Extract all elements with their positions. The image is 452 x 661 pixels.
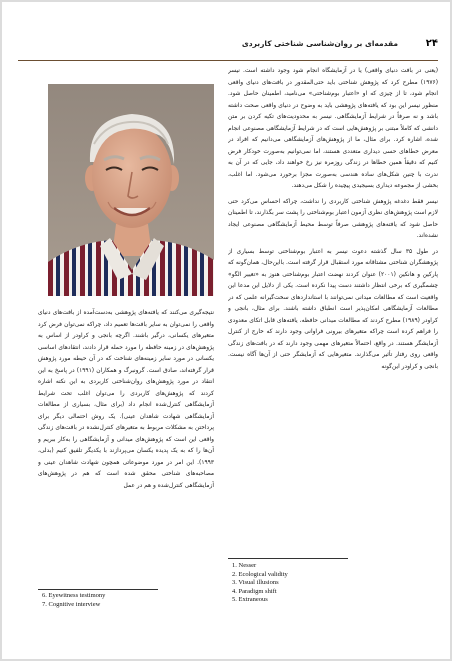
paragraph: در طول ۳۵ سال گذشته دعوت نیسر به اعتبار بوم‌شناختی توسط بسیاری از پژوهشگران شناختی مشتاقانه مورد استقبال قرار گرفته است. بااین‌حال، همان‌گونه که پارکین و هانکین (۲۰۰۱) عنوان کردند نهضت اعتبار بوم‌شناختی هنوز به «تغییر الگو» چشمگیری که برخی انتظار داشتند دست پیدا نکرده است. یکی از دلایل این مدعا این واقعیت است که مطالعات میدانی نمی‌توانند با استانداردهای سخت‌گیرانه علمی که در مطالعات آزمایشگاهی امکان‌پذیر است انطباق داشته باشند. برای مثال، بانجی و کراودر (۱۹۸۹) مطرح کردند که مطالعات میدانی حافظه، یافته‌های قابل اتکای معدودی را فراهم کرده است چراکه متغیرهای بیرونی فراوانی وجود دارند که خارج از کنترل آزمایشگر هستند. در واقع، احتمالاً متغیرهای مهمی وجود دارند که در بافت‌های زندگی واقعی روی رفتار تأثیر می‌گذارند. متغیرهایی که آزمایشگر حتی از آن‌ها آگاه نیست. بانجی و کراودر این‌گونه (228, 248, 438, 370)
paragraph: نتیجه‌گیری می‌کنند که یافته‌های پژوهشی به‌دست‌آمده از بافت‌های دنیای واقعی را نمی‌توان به سایر بافت‌ها تعمیم داد، چراکه نمی‌توان فرض کرد متغیرهای یکسانی، درگیر باشند. اگرچه بانجی و کراودر از اساس به پژوهش‌های در زمینه حافظه را مورد حمله قرار دادند، انتقادهای اساسی یکسانی در مورد سایر زمینه‌های شناخت که در آن حیطه مورد پژوهش قرار گرفته‌اند، صادق است. گرونبرگ و همکاران (۱۹۹۱) در پاسخ به این انتقاد در مورد پژوهش‌های روان‌شناختی کاربردی به این نکته اشاره کردند که پژوهش‌های کاربردی را می‌توان اغلب تحت شرایط آزمایشگاهی کنترل‌شده انجام داد (برای مثال، بسیاری از مطالعات آزمایشگاهی شهادت شاهدان عینی). یک روش احتمالی دیگر برای پرداختن به مشکلات مربوط به متغیرهای کنترل‌نشده در بافت‌های زندگی واقعی این است که پژوهش‌های میدانی و آزمایشگاهی را به‌کار ببریم و آن‌ها را که به یک پدیده یکسان می‌پردازند با یکدیگر تلفیق کنیم (بدلی، ۱۹۹۳). این امر در مورد موضوعاتی همچون شهادت شاهدان عینی و مصاحبه‌های شناختی محقق شده است که هم در پژوهش‌های آزمایشگاهی کنترل‌شده و هم در عمل (38, 310, 214, 489)
paragraph: (یعنی در بافت دنیای واقعی) یا در آزمایشگاه انجام شود وجود داشته است. نیسر (۱۹۷۶) مطرح کرد که پژوهش شناختی باید حتی‌المقدور در بافت‌های دنیای واقعی انجام شود، تا از چیزی که او «اعتبار بوم‌شناختی» می‌نامید، اطمینان حاصل شود. منظور نیسر این بود که یافته‌های پژوهشی باید به وضوح در دنیای واقعی صحت داشته باشد و نه صرفاً در شرایط آزمایشگاهی. نیسر به محدودیت‌های تکیه کردن بر متن دانشی که کاملاً مبتنی بر پژوهش‌هایی است که در شرایط آزمایشگاهی مصنوعی انجام شده، اشاره کرد. برای مثال، ما از پژوهش‌های آزمایشگاهی می‌دانیم که افراد در معرض خطاهای حسی دیداری متعددی هستند، اما نمی‌توانیم به‌صورت خودکار فرض کنیم که دقیقاً همین خطاها در زندگی روزمره نیز رخ خواهند داد، جایی که در آن به ندرت با چنین شکل‌های ساده هندسی به‌صورت مجزا برخورد می‌شود. اما اغلب، بخشی از مجموعه دیداری بسیجیدی پیچیده را شکل می‌دهند. (228, 68, 438, 189)
header-rule (18, 60, 438, 61)
footnotes-left (42, 592, 105, 609)
footnote: 1. Nesser (232, 562, 257, 569)
page-number: ۲۴ (425, 38, 438, 49)
footnote: 2. Ecological validity (232, 570, 288, 578)
right-column (228, 66, 438, 552)
footnote: 3. Visual illusions (232, 579, 279, 587)
footnote: 5. Extraneous (232, 596, 268, 604)
running-title: مقدمه‌ای بر روان‌شناسی شناختی کاربردی (241, 39, 398, 48)
footnote-rule-right (228, 558, 348, 559)
footnote-rule-left (38, 589, 158, 590)
footnotes-right (232, 562, 288, 605)
footnote: 6. Eyewitness testimony (42, 592, 106, 599)
page-header (18, 38, 438, 54)
portrait-photo (48, 84, 214, 296)
footnote: 4. Paradigm shift (232, 587, 277, 595)
footnote: 7. Cognitive interview (42, 600, 101, 608)
book-page (2, 2, 450, 659)
left-column (38, 308, 214, 584)
paragraph: نیسر فقط دغدغه پژوهش شناختی کاربردی را نداشت، چراکه احساس می‌کرد حتی لازم است پژوهش‌های نظری آزمون اعتبار بوم‌شناختی را پشت سر بگذارند، تا اطمینان حاصل شود که یافته‌های پژوهشی صرفاً توسط محیط آزمایشگاهی مصنوعی ایجاد نشده‌اند. (228, 198, 438, 239)
